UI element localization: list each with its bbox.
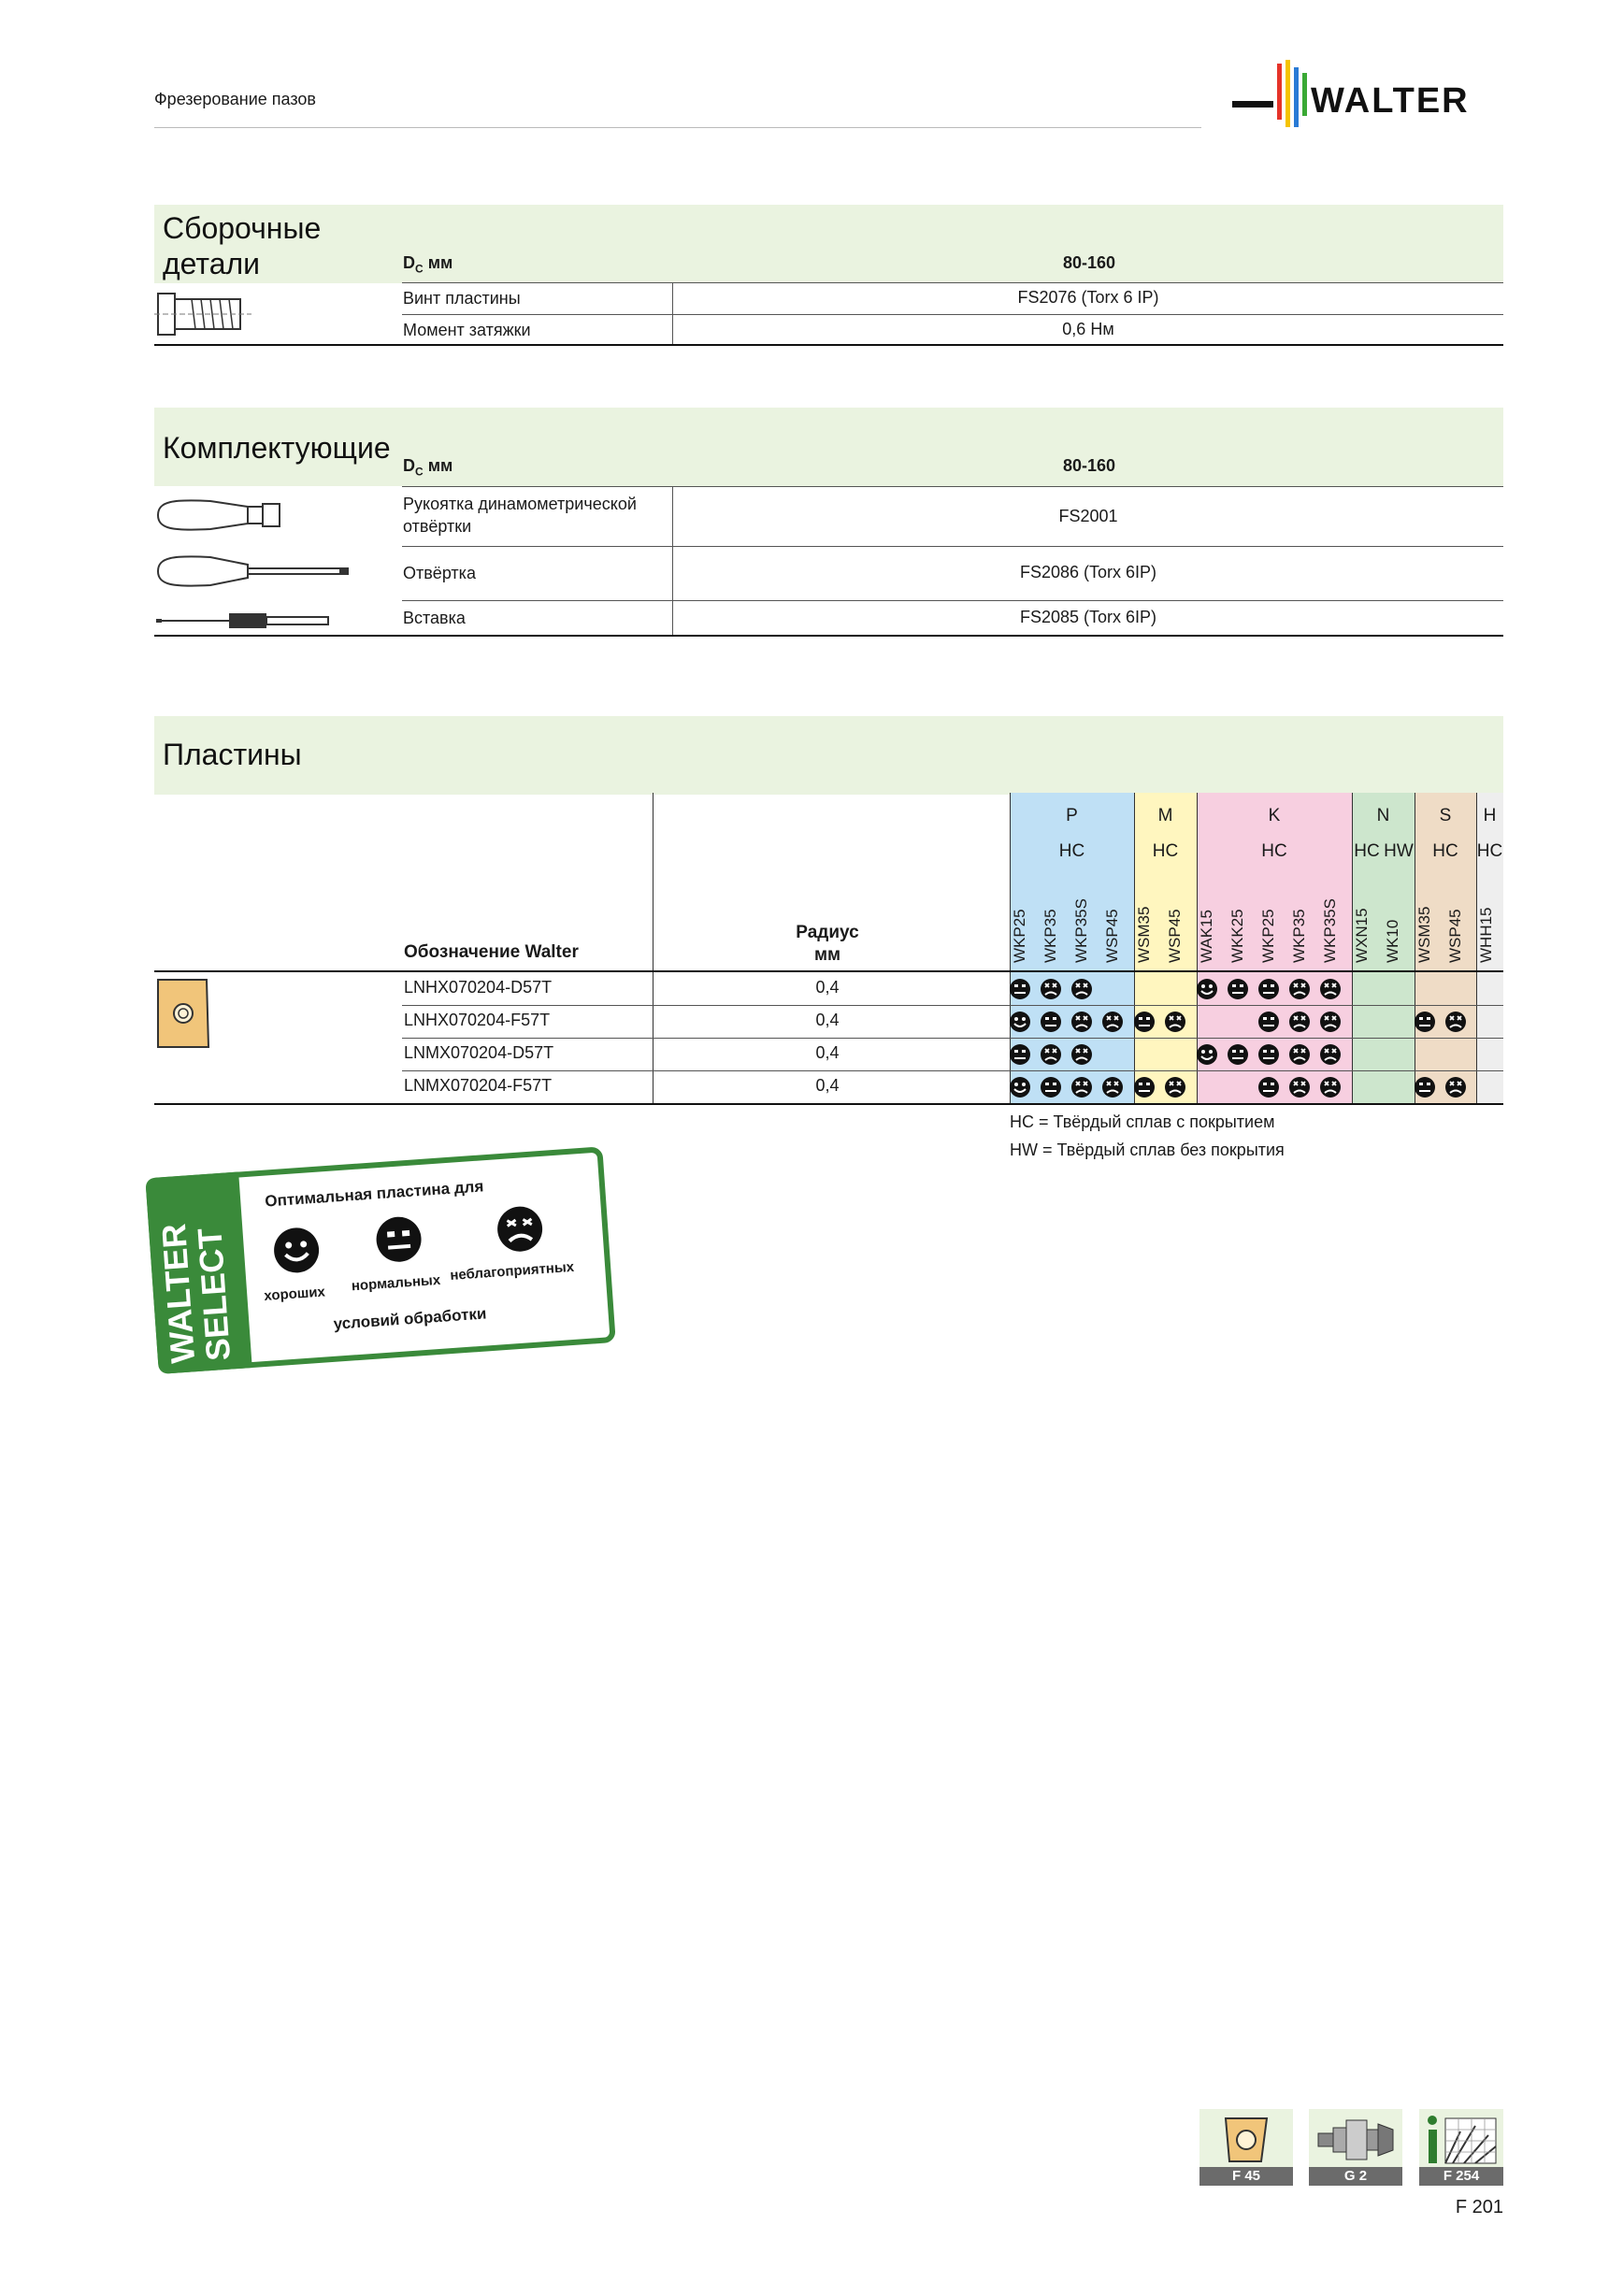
face-normal-icon <box>1414 1076 1436 1098</box>
legend-hw: HW = Твёрдый сплав без покрытия <box>1010 1141 1285 1159</box>
badge-normal-label: нормальных <box>351 1271 441 1295</box>
face-normal-icon <box>1257 1076 1280 1098</box>
grade-label: WKP35S <box>1072 898 1090 963</box>
group-letter: S <box>1439 806 1452 825</box>
walter-logo <box>1232 60 1503 131</box>
bit-insert-icon <box>154 608 332 632</box>
accessories-title: Комплектующие <box>163 431 391 465</box>
face-bad-icon <box>1288 1043 1311 1066</box>
face-bad-icon <box>1319 1076 1342 1098</box>
divider <box>402 546 1503 547</box>
face-normal-icon <box>1133 1011 1156 1033</box>
face-bad-icon <box>1164 1011 1186 1033</box>
tool-holder-icon <box>1314 2113 1397 2167</box>
ref-label[interactable]: F 45 <box>1199 2167 1293 2186</box>
grade-label: WSP45 <box>1446 909 1464 963</box>
face-bad-icon <box>1070 1043 1093 1066</box>
face-normal-icon <box>1009 1043 1031 1066</box>
group-letter: K <box>1268 806 1281 825</box>
face-bad-icon <box>1319 978 1342 1000</box>
group-letter: M <box>1157 806 1173 825</box>
badge-heading: Оптимальная пластина для <box>264 1177 484 1211</box>
accessory-label-cont: отвёртки <box>403 517 472 536</box>
page-number: F 201 <box>1455 2197 1503 2217</box>
insert-radius: 0,4 <box>815 978 840 997</box>
face-bad-icon <box>1040 978 1062 1000</box>
face-bad-icon <box>1040 1043 1062 1066</box>
divider <box>402 282 1503 283</box>
grade-label: WKP25 <box>1011 909 1028 963</box>
divider <box>402 1070 1503 1071</box>
divider <box>402 600 1503 601</box>
face-bad-icon <box>1164 1076 1186 1098</box>
face-normal-icon <box>1414 1011 1436 1033</box>
smile-good-icon <box>270 1225 323 1277</box>
assembly-dc-value: 80-160 <box>1062 253 1116 272</box>
face-bad-icon <box>1319 1011 1342 1033</box>
grade-label: WKP35 <box>1290 909 1308 963</box>
group-substrate: HW <box>1384 841 1414 861</box>
divider <box>154 344 1503 346</box>
divider <box>653 793 654 1103</box>
insert-screw-icon <box>154 286 257 342</box>
insert-radius: 0,4 <box>815 1043 840 1062</box>
divider <box>154 970 1503 972</box>
group-letter: H <box>1483 806 1497 825</box>
smile-good-icon <box>1009 1076 1031 1098</box>
accessories-dc-value: 80-160 <box>1062 456 1116 475</box>
group-letter: P <box>1066 806 1078 825</box>
accessory-label: Отвёртка <box>403 564 476 582</box>
insert-code: LNHX070204-D57T <box>404 978 553 997</box>
grade-label: WSM35 <box>1415 906 1433 963</box>
smile-good-icon <box>1196 978 1218 1000</box>
divider <box>402 314 1503 315</box>
col-header-radius: Радиус мм <box>796 923 859 965</box>
grade-label: WK10 <box>1384 919 1401 963</box>
insert-code: LNHX070204-F57T <box>404 1011 551 1029</box>
accessories-dc-header: $D_C$ мм <box>403 456 453 479</box>
face-normal-icon <box>1227 1043 1249 1066</box>
face-normal-icon <box>1133 1076 1156 1098</box>
face-normal-icon <box>1257 1043 1280 1066</box>
grade-label: WKP35 <box>1041 909 1059 963</box>
assembly-section-header <box>154 205 1503 283</box>
face-bad-icon <box>1288 978 1311 1000</box>
face-normal-icon <box>1257 1011 1280 1033</box>
grade-label: WSP45 <box>1166 909 1184 963</box>
insert-lnhx-icon <box>154 976 212 1051</box>
grade-label: WKK25 <box>1228 909 1246 963</box>
grade-label: WAK15 <box>1198 909 1215 963</box>
accessory-label: Рукоятка динамометрической <box>403 495 637 513</box>
page-header-title: Фрезерование пазов <box>154 90 316 108</box>
assembly-row-label: Винт пластины <box>403 289 521 308</box>
face-bad-icon <box>1288 1011 1311 1033</box>
ref-label[interactable]: G 2 <box>1309 2167 1402 2186</box>
insert-radius: 0,4 <box>815 1076 840 1095</box>
group-substrate: HC <box>1354 841 1380 861</box>
face-normal-icon <box>1257 978 1280 1000</box>
face-normal-icon <box>1040 1076 1062 1098</box>
screwdriver-icon <box>154 552 352 591</box>
col-header-designation: Обозначение Walter <box>404 942 579 962</box>
face-normal-icon <box>373 1213 425 1266</box>
face-normal-icon <box>1009 978 1031 1000</box>
face-bad-icon <box>1444 1076 1467 1098</box>
grade-label: WXN15 <box>1353 908 1371 963</box>
face-bad-icon <box>1288 1076 1311 1098</box>
assembly-row-label: Момент затяжки <box>403 321 531 339</box>
grade-label: WKP35S <box>1321 898 1339 963</box>
grade-label: WKP25 <box>1259 909 1277 963</box>
insert-icon <box>1220 2115 1272 2165</box>
face-normal-icon <box>1040 1011 1062 1033</box>
face-bad-icon <box>1101 1076 1124 1098</box>
inserts-title: Пластины <box>163 738 302 771</box>
walter-logo-text: WALTER <box>1311 81 1470 121</box>
assembly-title-line2: детали <box>163 247 261 280</box>
badge-brand: WALTER SELECT <box>153 1222 238 1365</box>
group-substrate: HC <box>1058 841 1085 861</box>
assembly-title-line1: Сборочные <box>163 211 322 245</box>
divider <box>154 635 1503 637</box>
legend-hc: HC = Твёрдый сплав с покрытием <box>1010 1112 1275 1131</box>
inserts-section-header <box>154 716 1503 795</box>
accessory-value: FS2085 (Torx 6IP) <box>1019 608 1157 626</box>
face-bad-icon <box>1070 978 1093 1000</box>
accessory-value: FS2086 (Torx 6IP) <box>1019 563 1157 581</box>
face-bad-icon <box>1070 1076 1093 1098</box>
walter-select-badge <box>145 1146 615 1374</box>
assembly-row-value: FS2076 (Torx 6 IP) <box>1017 288 1159 307</box>
smile-good-icon <box>1009 1011 1031 1033</box>
grade-label: WSM35 <box>1135 906 1153 963</box>
group-substrate: HC <box>1432 841 1458 861</box>
accessories-section-header <box>154 408 1503 486</box>
group-letter: N <box>1376 806 1390 825</box>
divider <box>154 1103 1503 1105</box>
divider <box>402 486 1503 487</box>
divider <box>402 1038 1503 1039</box>
grade-label: WHH15 <box>1477 907 1495 963</box>
torque-handle-icon <box>154 495 285 535</box>
accessory-value: FS2001 <box>1058 507 1118 525</box>
grade-label: WSP45 <box>1103 909 1121 963</box>
assembly-row-value: 0,6 Нм <box>1062 320 1114 338</box>
smile-good-icon <box>1196 1043 1218 1066</box>
face-bad-icon <box>494 1203 546 1256</box>
info-chart-icon <box>1423 2113 1500 2167</box>
assembly-dc-header: $D_C$ мм <box>403 253 453 276</box>
divider <box>402 1005 1503 1006</box>
group-substrate: HC <box>1152 841 1179 861</box>
group-substrate: HC <box>1476 841 1503 861</box>
face-bad-icon <box>1319 1043 1342 1066</box>
face-bad-icon <box>1444 1011 1467 1033</box>
header-divider <box>154 127 1201 128</box>
accessory-label: Вставка <box>403 609 466 627</box>
face-bad-icon <box>1070 1011 1093 1033</box>
ref-label[interactable]: F 254 <box>1419 2167 1503 2186</box>
badge-bad-label: неблагоприятных <box>449 1258 575 1284</box>
face-normal-icon <box>1227 978 1249 1000</box>
insert-radius: 0,4 <box>815 1011 840 1029</box>
insert-code: LNMX070204-F57T <box>404 1076 553 1095</box>
badge-good-label: хороших <box>263 1284 326 1304</box>
group-substrate: HC <box>1261 841 1287 861</box>
insert-code: LNMX070204-D57T <box>404 1043 554 1062</box>
face-bad-icon <box>1101 1011 1124 1033</box>
badge-footer: условий обработки <box>333 1304 487 1333</box>
